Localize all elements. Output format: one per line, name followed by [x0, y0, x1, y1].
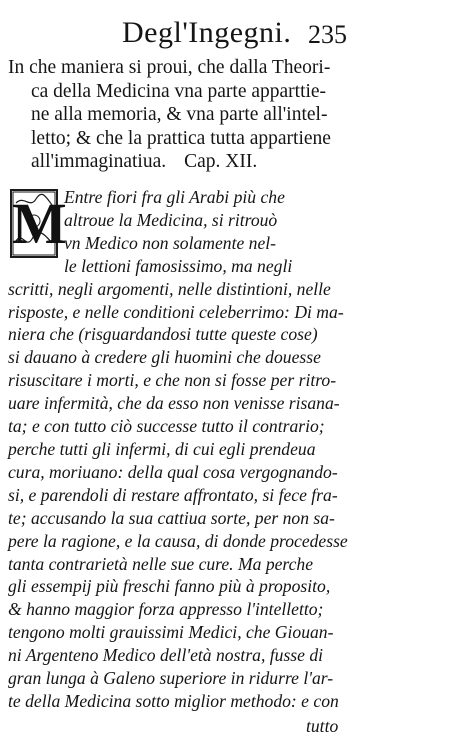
body-line: perche tutti gli infermi, di cui egli prendeua [8, 438, 316, 459]
body-line: uare infermità, che da esso non venisse risana- [8, 393, 340, 414]
chapter-heading [8, 56, 348, 174]
heading-line-5 [8, 150, 348, 174]
body-line: te della Medicina sotto miglior methodo: e con [8, 690, 339, 711]
body-line: si, e parendoli di restare affrontato, si fece fra- [8, 484, 338, 505]
drop-cap-letter: M [12, 191, 67, 256]
page-number: 235 [308, 20, 347, 49]
body-line: & hanno maggior forza appresso l'intelletto; [8, 599, 324, 620]
body-line: tanta contrarietà nelle sue cure. Ma perche [8, 553, 314, 574]
body-line: risposte, e nelle conditioni celeberrimo: Di ma- [8, 301, 344, 322]
body-line: le lettioni famosissimo, ma negli [64, 255, 293, 276]
chapter-label: Cap. XII. [184, 151, 258, 172]
heading-line-4: letto; & che la prattica tutta appartiene [31, 127, 331, 149]
body-line: ta; e con tutto ciò successe tutto il contrario; [8, 416, 325, 437]
body-line: risuscitare i morti, e che non si fosse per ritro- [8, 370, 337, 391]
body-line: gran lunga à Galeno superiore in ridurre l'ar- [8, 668, 334, 689]
heading-line-3: ne alla memoria, & vna parte all'intel- [31, 104, 328, 125]
body-line: Entre fiori fra gli Arabi più che [64, 187, 285, 207]
page-header [0, 14, 470, 50]
body-line: si dauano à credere gli huomini che douesse [8, 347, 321, 368]
body-line: scritti, negli argomenti, nelle distintioni, nelle [8, 278, 331, 299]
body-line: pere la ragione, e la causa, di donde procedesse [8, 530, 348, 551]
body-line: te; accusando la sua cattiua sorte, per non sa- [8, 507, 335, 528]
body-line: altroue la Medicina, si ritrouò [64, 209, 278, 230]
catchword: tutto [306, 716, 339, 736]
body-line: ni Argenteno Medico dell'età nostra, fusse di [8, 645, 324, 666]
body-line: vn Medico non solamente nel- [64, 232, 277, 253]
body-text [8, 186, 348, 713]
body-line: niera che (risguardandosi tutte queste cose) [8, 324, 318, 345]
heading-line-5-text: all'immaginatiua. [31, 151, 167, 172]
body-line: cura, moriuano: della qual cosa vergognando- [8, 461, 338, 482]
body-line: gli essempij più freschi fanno più à proposito, [8, 576, 331, 597]
heading-line-2: ca della Medicina vna parte apparttie- [31, 80, 327, 102]
body-line: tengono molti grauissimi Medici, che Giouan- [8, 622, 334, 643]
heading-line-1: In che maniera si proui, che dalla Theori- [8, 57, 331, 78]
running-title: Degl'Ingegni. [122, 16, 292, 49]
